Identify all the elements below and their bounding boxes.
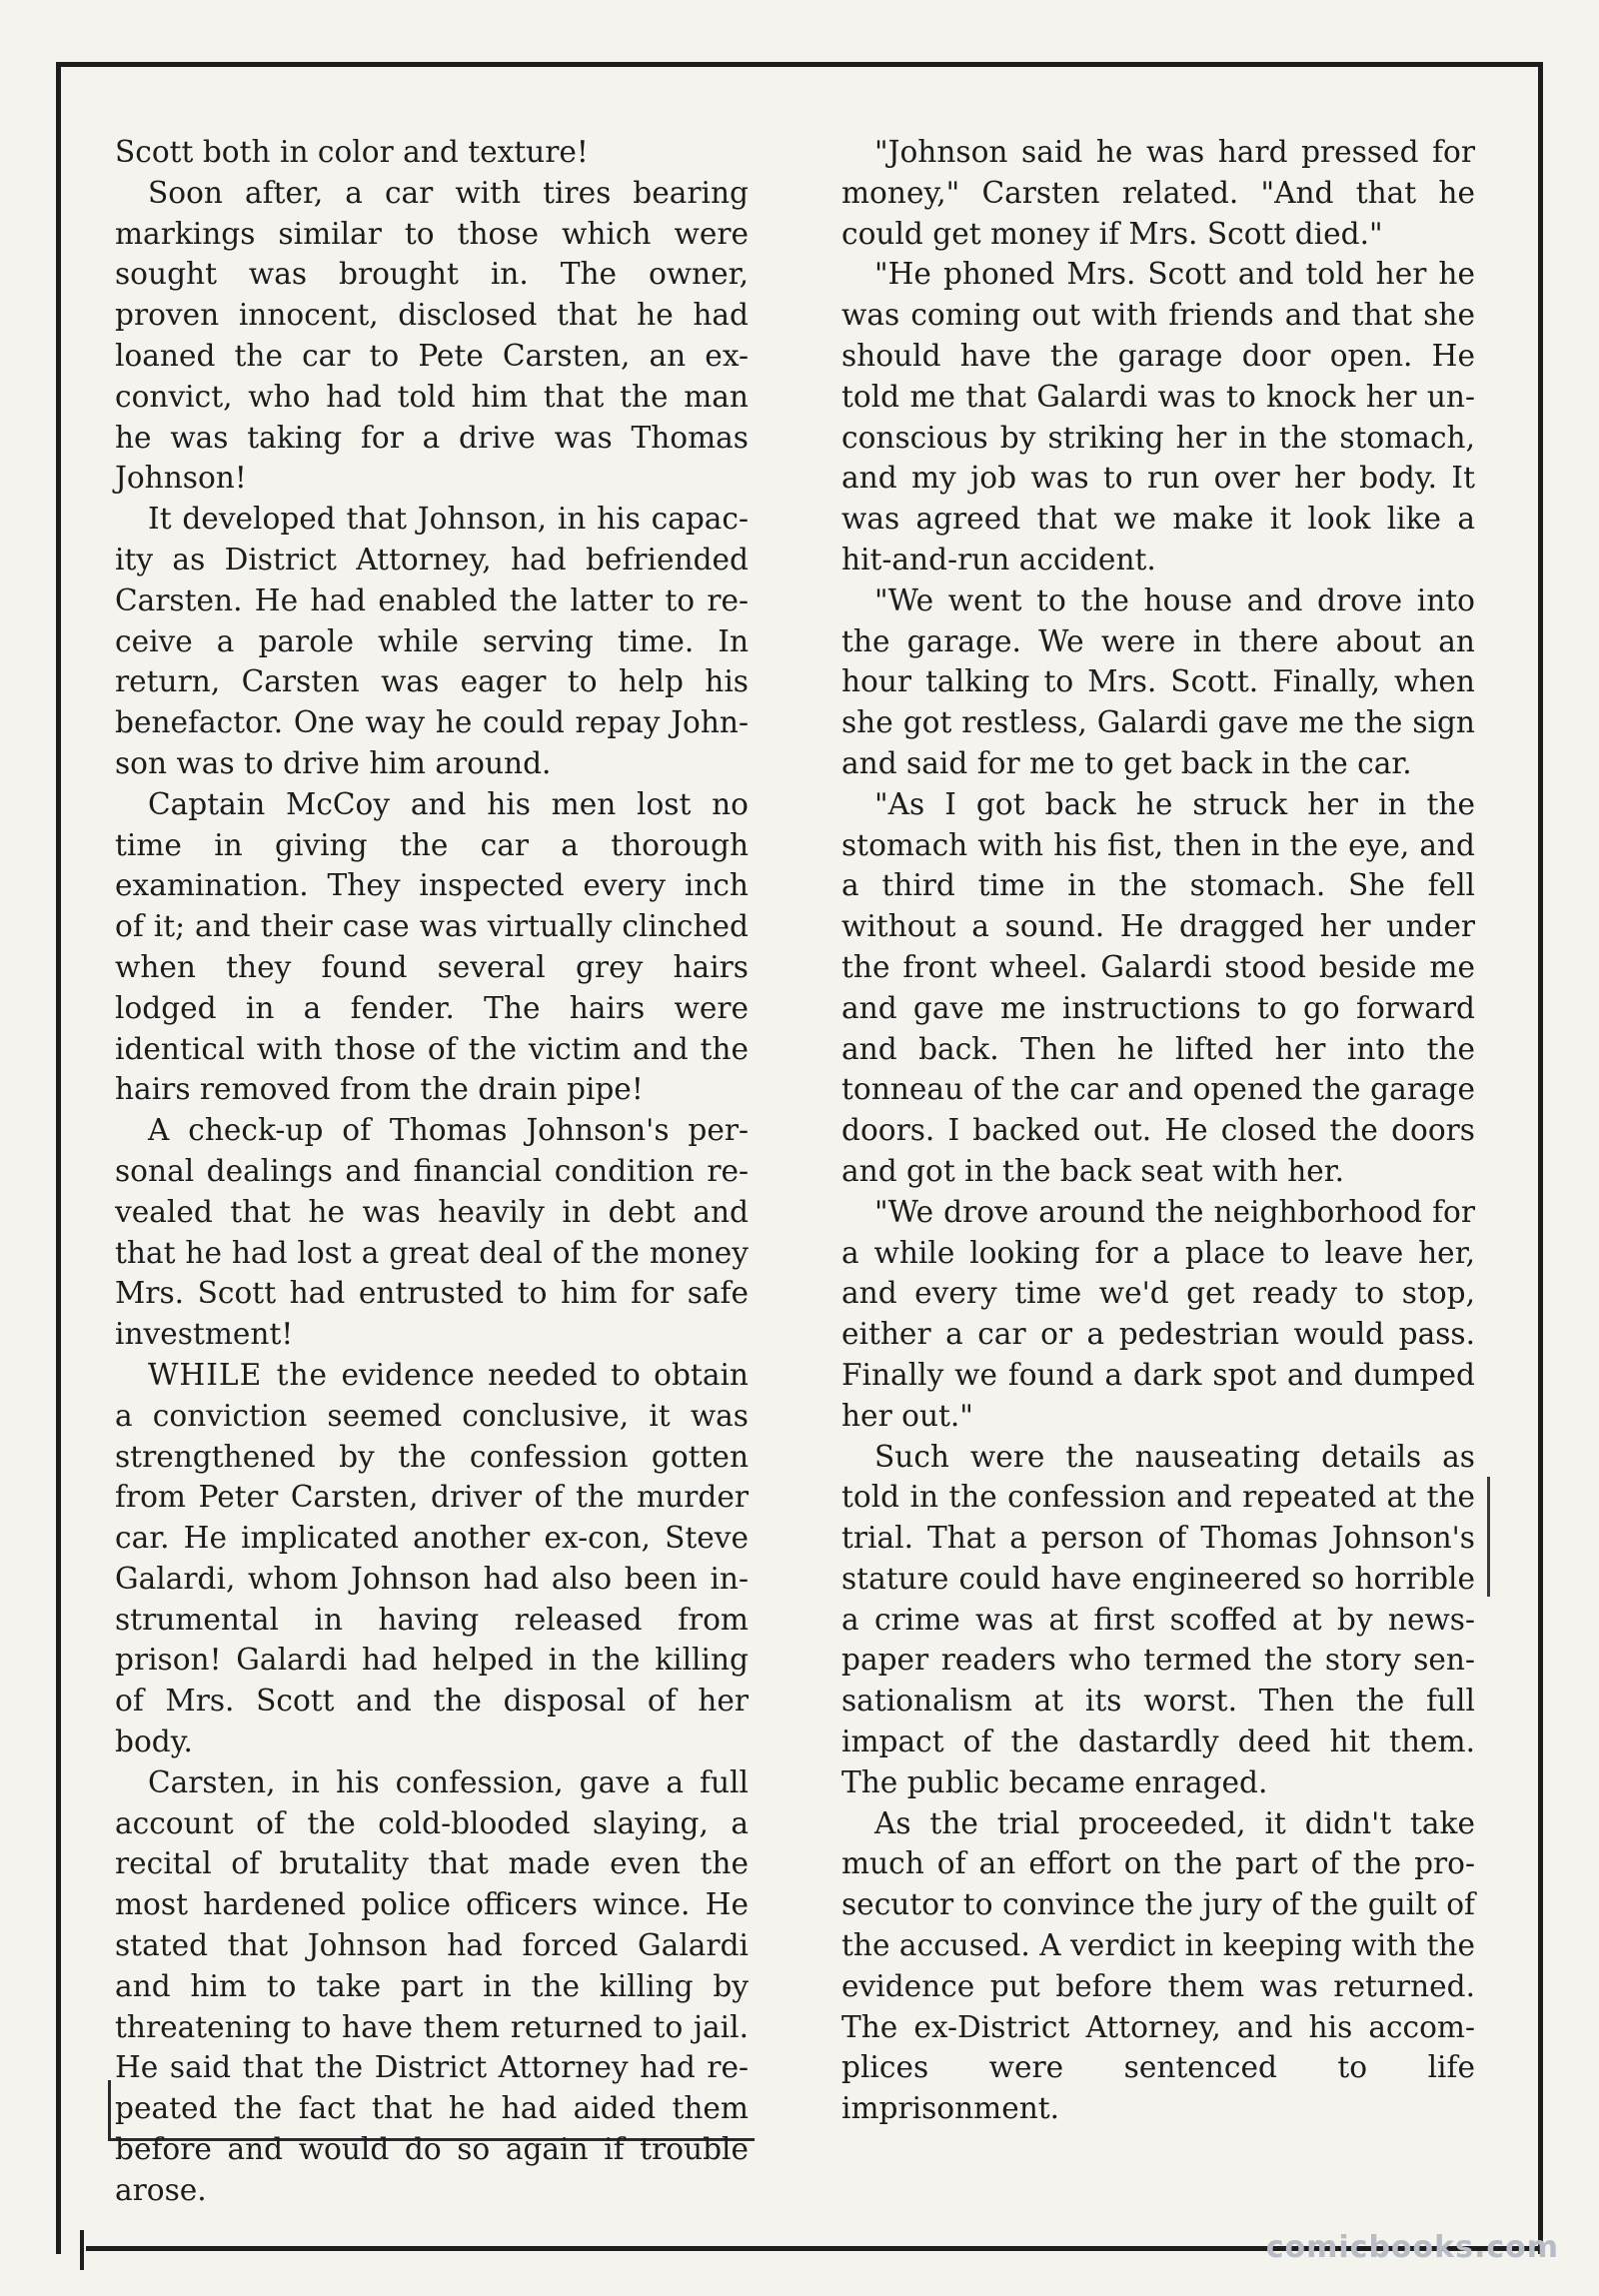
paragraph: It developed that Johnson, in his capacity as District Attorney, had befriended Carsten. He had enabled the latter to receive a parole while serving time. In return, Carsten was eager to help his benefactor. One way he could repay Johnson was to drive him around. — [115, 502, 749, 780]
paragraph — [115, 1355, 749, 1762]
paragraph: Scott both in color and texture! — [115, 135, 589, 169]
paragraph: "He phoned Mrs. Scott and told her he was coming out with friends and that she should have the garage door open. He told me that Galardi was to knock her unconscious by striking her in the stomach, and my job was to run over her body. It was agreed that we make it look like a hit-and-run accident. — [841, 257, 1475, 576]
paragraph: "As I got back he struck her in the stomach with his fist, then in the eye, and a third time in the stomach. She fell without a sound. He dragged her under the front wheel. Galardi stood beside me and gave me instructions to go forward and back. Then he lifted her into the tonneau of the car and opened the garage doors. I backed out. He closed the doors and got in the back seat with her. — [841, 786, 1475, 1188]
paragraph: As the trial proceeded, it didn't take much of an effort on the part of the prosecutor to convince the jury of the guilt of the accused. A verdict in keeping with the evidence put before them was returned. The ex-District Attorney, and his accomplices were sentenced to life imprisonment. — [841, 1805, 1475, 2126]
right-column — [841, 132, 1475, 2129]
paragraph: "Johnson said he was hard pressed for money," Carsten related. "And that he could get money if Mrs. Scott died." — [841, 135, 1475, 251]
left-column — [115, 132, 749, 2211]
section-lead-in: WHILE the — [148, 1357, 329, 1392]
paragraph: "We drove around the neighborhood for a while looking for a place to leave her, and every time we'd get ready to stop, either a car or a pedestrian would pass. Finally we found a dark spot and dumped her out." — [841, 1194, 1475, 1433]
paragraph: Carsten, in his confession, gave a full account of the cold-blooded slaying, a recital of brutality that made even the most hardened police officers wince. He stated that Johnson had forced Galardi and him to take part in the killing by threatening to have them returned to jail. He said that the District Attorney had repeated the fact that he had aided them before and would do so again if trouble arose. — [115, 1764, 749, 2207]
source-watermark: comicbooks.com — [1265, 2230, 1559, 2265]
bottom-rule-corner — [80, 2230, 84, 2270]
paragraph-text: evidence needed to obtain a conviction seemed conclusive, it was strengthened by the confession gotten from Peter Carsten, driver of the murder car. He implicated another ex-con, Steve Galardi, whom Johnson had also been instrumental in having released from prison! Galardi had helped in the killing of Mrs. Scott and the disposal of her body. — [115, 1357, 749, 1759]
paragraph: Such were the nauseating details as told in the confession and repeated at the trial. That a person of Thomas Johnson's stature could have engineered so horrible a crime was at first scoffed at by newspaper readers who termed the story sensationalism at its worst. Then the full impact of the dastardly deed hit them. The public became enraged. — [841, 1439, 1475, 1799]
paragraph: Captain McCoy and his men lost no time in giving the car a thorough examination. They inspected every inch of it; and their case was virtually clinched when they found several grey hairs lodged in a fender. The hairs were identical with those of the victim and the hairs removed from the drain pipe! — [115, 786, 749, 1107]
paragraph: A check-up of Thomas Johnson's personal dealings and financial condition revealed that he was heavily in debt and that he had lost a great deal of the money Mrs. Scott had entrusted to him for safe investment! — [115, 1113, 749, 1352]
paragraph: Soon after, a car with tires bearing markings similar to those which were sought was brought in. The owner, proven innocent, disclosed that he had loaned the car to Pete Carsten, an ex-convict, who had told him that the man he was taking for a drive was Thomas Johnson! — [115, 175, 749, 496]
paragraph: "We went to the house and drove into the garage. We were in there about an hour talking to Mrs. Scott. Finally, when she got restless, Galardi gave me the sign and said for me to get back in the car. — [841, 582, 1475, 780]
right-column-margin-mark — [1487, 1477, 1490, 1597]
